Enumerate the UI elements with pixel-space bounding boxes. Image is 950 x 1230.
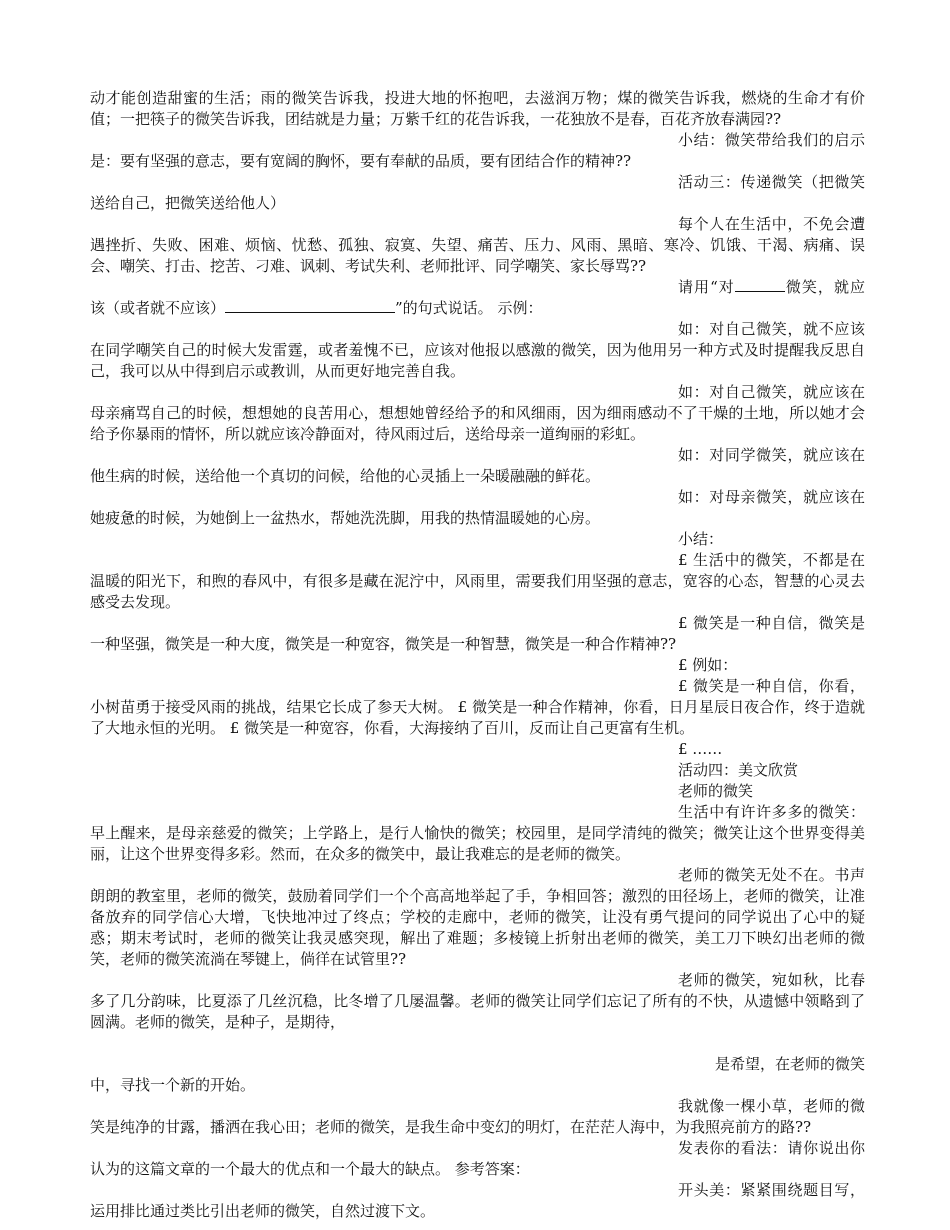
pattern-text-1: 请用“对 bbox=[678, 278, 735, 296]
fill-blank-short bbox=[735, 277, 785, 292]
pattern-text-3: ”的句式说话。 示例： bbox=[395, 299, 543, 317]
summary-point-1: £ 生活中的微笑，不都是在温暖的阳光下，和煦的春风中，有很多是藏在泥泞中，风雨里，需要我们用坚强的意志，宽容的心态，智慧的心灵去感受去发现。 bbox=[90, 551, 865, 611]
summary-ellipsis: £ …… bbox=[678, 740, 723, 758]
summary-point-2: £ 微笑是一种自信，微笑是一种坚强，微笑是一种大度，微笑是一种宽容，微笑是一种智慧，微笑是一种合作精神?? bbox=[90, 614, 865, 653]
essay-paragraph-1: 生活中有许许多多的微笑：早上醒来，是母亲慈爱的微笑；上学路上，是行人愉快的微笑；校园里，是同学清纯的微笑；微笑让这个世界变得美丽，让这个世界变得多彩。然而，在众多的微笑中，最让我难忘的是老师的微笑。 bbox=[90, 803, 865, 863]
example-2: 如：对自己微笑，就应该在母亲痛骂自己的时候，想想她的良苦用心，想想她曾经给予的和风细雨，因为细雨感动不了干燥的土地，所以她才会给予你暴雨的情怀，所以就应该冷静面对，待风雨过后，送给母亲一道绚丽的彩虹。 bbox=[90, 383, 865, 443]
heading-activity-4: 活动四：美文欣赏 bbox=[678, 761, 799, 779]
essay-title: 老师的微笑 bbox=[678, 782, 754, 800]
essay-paragraph-3: 老师的微笑，宛如秋，比春多了几分韵味，比夏添了几丝沉稳，比冬增了几屡温馨。老师的微笑让同学们忘记了所有的不快，从遗憾中领略到了圆满。老师的微笑，是种子，是期待， bbox=[90, 971, 865, 1031]
pattern-text-2: 微笑，就应该（或者就不应该） bbox=[90, 278, 865, 317]
example-4: 如：对母亲微笑，就应该在她疲惫的时候，为她倒上一盆热水，帮她洗洗脚，用我的热情温暖她的心房。 bbox=[90, 488, 865, 527]
essay-paragraph-2: 老师的微笑无处不在。书声朗朗的教室里，老师的微笑，鼓励着同学们一个个高高地举起了手，争相回答；激烈的田径场上，老师的微笑，让准备放弃的同学信心大增，飞快地冲过了终点；学校的走廊中，老师的微笑，让没有勇气提问的同学说出了心中的疑惑；期末考试时，老师的微笑让我灵感突现，解出了难题；多棱镜上折射出老师的微笑，美工刀下映幻出老师的微笑，老师的微笑流淌在琴键上，倘徉在试管里?? bbox=[90, 866, 865, 968]
spacer bbox=[90, 1033, 865, 1054]
summary-examples: £ 微笑是一种自信，你看，小树苗勇于接受风雨的挑战，结果它长成了参天大树。 £ 微笑是一种合作精神，你看，日月星辰日夜合作，终于造就了大地永恒的光明。 £ 微笑是一种宽容，你看，大海接纳了百川，反而让自己更富有生机。 bbox=[90, 677, 865, 737]
fill-blank-long bbox=[225, 298, 395, 313]
discussion-prompt: 发表你的看法：请你说出你认为的这篇文章的一个最大的优点和一个最大的缺点。 参考答案： bbox=[90, 1139, 865, 1178]
paragraph-summary-1: 小结：微笑带给我们的启示是：要有坚强的意志，要有宽阔的胸怀，要有奉献的品质，要有团结合作的精神?? bbox=[90, 131, 865, 170]
example-1: 如：对自己微笑，就不应该在同学嘲笑自己的时候大发雷霆，或者羞愧不已，应该对他报以感激的微笑，因为他用另一种方式及时提醒我反思自己，我可以从中得到启示或教训，从而更好地完善自我。 bbox=[90, 320, 865, 380]
essay-paragraph-4: 我就像一棵小草，老师的微笑是纯净的甘露，播洒在我心田；老师的微笑，是我生命中变幻的明灯，在茫茫人海中，为我照亮前方的路?? bbox=[90, 1097, 865, 1136]
document-body bbox=[90, 88, 865, 1222]
essay-paragraph-3-continued: 是希望，在老师的微笑中，寻找一个新的开始。 bbox=[90, 1055, 866, 1094]
paragraph-opening: 动才能创造甜蜜的生活；雨的微笑告诉我，投进大地的怀抱吧，去滋润万物；煤的微笑告诉我，燃烧的生命才有价值；一把筷子的微笑告诉我，团结就是力量；万紫千红的花告诉我，一花独放不是春，百花齐放春满园?? bbox=[90, 89, 865, 128]
summary-example-label: £ 例如： bbox=[678, 656, 738, 674]
example-3: 如：对同学微笑，就应该在他生病的时候，送给他一个真切的问候，给他的心灵插上一朵暖融融的鲜花。 bbox=[90, 446, 865, 485]
summary-label: 小结： bbox=[678, 530, 724, 548]
paragraph-sentence-pattern bbox=[90, 277, 865, 319]
reference-answer: 开头美：紧紧围绕题目写，运用排比通过类比引出老师的微笑，自然过渡下文。 bbox=[90, 1181, 865, 1220]
paragraph-setbacks: 每个人在生活中，不免会遭遇挫折、失败、困难、烦恼、忧愁、孤独、寂寞、失望、痛苦、压力、风雨、黑暗、寒冷、饥饿、干渴、病痛、误会、嘲笑、打击、挖苦、刁难、讽刺、考试失利、老师批评、同学嘲笑、家长辱骂?? bbox=[90, 215, 865, 275]
heading-activity-3: 活动三：传递微笑（把微笑送给自己，把微笑送给他人） bbox=[90, 173, 865, 212]
